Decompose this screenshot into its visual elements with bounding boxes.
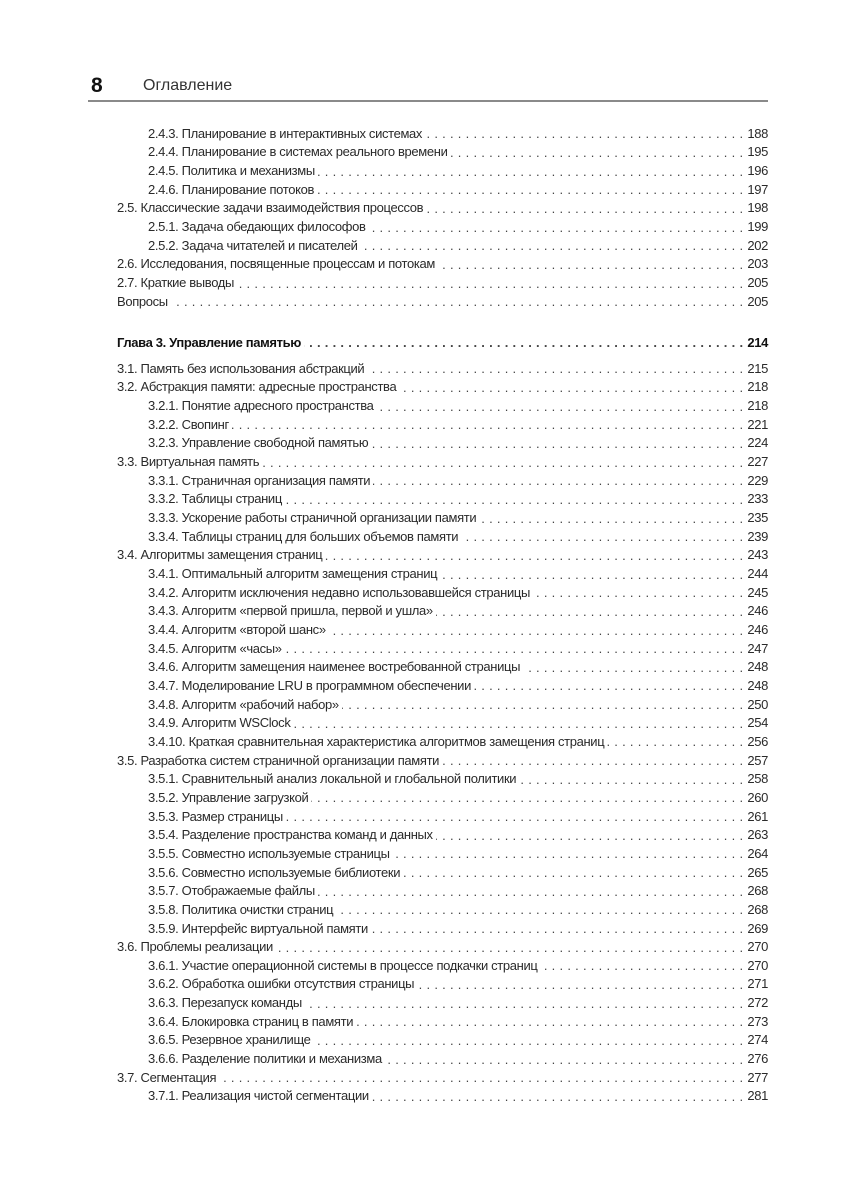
- dot-leader: [371, 436, 743, 450]
- toc-entry-page: 260: [747, 789, 768, 805]
- dot-leader: [385, 1052, 744, 1066]
- toc-entry[interactable]: [117, 676, 768, 695]
- toc-chapter-heading: [117, 333, 768, 352]
- dot-leader: [425, 126, 743, 140]
- dot-leader: [285, 492, 743, 506]
- toc-group-chapter-2: [117, 124, 768, 311]
- toc-entry-page: 265: [747, 864, 768, 880]
- toc-entry-page: 205: [747, 275, 768, 291]
- toc-entry-page: 270: [747, 939, 768, 955]
- toc-entry-title: 3.3.2. Таблицы страниц: [148, 491, 282, 507]
- toc-entry-page: 247: [747, 640, 768, 656]
- dot-leader: [286, 809, 743, 823]
- toc-entry-title: 2.5.2. Задача читателей и писателей: [148, 237, 358, 253]
- dot-leader: [356, 1014, 743, 1028]
- toc-entry-title: 3.2.3. Управление свободной памятью: [148, 435, 369, 451]
- dot-leader: [399, 380, 743, 394]
- dot-leader: [461, 529, 743, 543]
- dot-leader: [479, 511, 743, 525]
- dot-leader: [262, 455, 743, 469]
- toc-entry[interactable]: [117, 695, 768, 714]
- toc-entry-title: 3.4.2. Алгоритм исключения недавно использовавшейся страницы: [148, 584, 530, 600]
- toc-entry[interactable]: [117, 161, 768, 180]
- dot-leader: [371, 921, 743, 935]
- toc-entry-title: 3.3.3. Ускорение работы страничной организации памяти: [148, 510, 477, 526]
- toc-entry-page: 268: [747, 883, 768, 899]
- dot-leader: [314, 1033, 744, 1047]
- toc-entry[interactable]: [117, 564, 768, 583]
- toc-entry-page: 197: [747, 181, 768, 197]
- dot-leader: [540, 958, 743, 972]
- toc-entry-page: 205: [747, 293, 768, 309]
- toc-entry-title: 3.7.1. Реализация чистой сегментации: [148, 1088, 369, 1104]
- toc-entry-title: 3.4.4. Алгоритм «второй шанс»: [148, 622, 326, 638]
- toc-entry[interactable]: [117, 452, 768, 471]
- toc-entry-page: 246: [747, 622, 768, 638]
- toc-entry-title: Глава 3. Управление памятью: [117, 334, 302, 350]
- toc-entry-page: 270: [747, 957, 768, 973]
- toc-entry[interactable]: [117, 993, 768, 1012]
- dot-leader: [440, 567, 743, 581]
- toc-entry[interactable]: [117, 143, 768, 162]
- toc-entry[interactable]: [117, 255, 768, 274]
- toc-entry-page: 276: [747, 1051, 768, 1067]
- toc-entry-title: 3.6.3. Перезапуск команды: [148, 995, 302, 1011]
- toc-entry-page: 235: [747, 510, 768, 526]
- toc-entry-title: 3.4.5. Алгоритм «часы»: [148, 640, 282, 656]
- toc-entry[interactable]: [117, 490, 768, 509]
- toc-entry-title: 3.5.3. Размер страницы: [148, 808, 283, 824]
- toc-entry-title: 3.2.2. Свопинг: [148, 416, 229, 432]
- toc-entry-page: 214: [747, 334, 768, 350]
- dot-leader: [311, 790, 743, 804]
- toc-entry-page: 221: [747, 416, 768, 432]
- toc-entry[interactable]: [117, 807, 768, 826]
- toc-entry-title: 3.4.1. Оптимальный алгоритм замещения страниц: [148, 566, 438, 582]
- toc-entry-title: 3.2. Абстракция памяти: адресные пространства: [117, 379, 397, 395]
- toc-entry-title: Вопросы: [117, 293, 168, 309]
- toc-entry-title: 3.4.7. Моделирование LRU в программном обеспечении: [148, 677, 471, 693]
- toc-entry-page: 248: [747, 677, 768, 693]
- toc-entry-page: 246: [747, 603, 768, 619]
- toc-entry[interactable]: [117, 825, 768, 844]
- toc-entry[interactable]: [117, 217, 768, 236]
- dot-leader: [451, 145, 744, 159]
- dot-leader: [372, 1089, 744, 1103]
- toc-entry[interactable]: [117, 415, 768, 434]
- toc-entry[interactable]: [117, 602, 768, 621]
- toc-entry-page: 227: [747, 454, 768, 470]
- dot-leader: [369, 220, 744, 234]
- toc-entry[interactable]: [117, 546, 768, 565]
- toc-entry-page: 264: [747, 845, 768, 861]
- toc-entry-title: 3.6.5. Резервное хранилище: [148, 1032, 311, 1048]
- dot-leader: [317, 182, 743, 196]
- toc-entry[interactable]: [117, 124, 768, 143]
- toc-entry-title: 3.6.1. Участие операционной системы в процессе подкачки страниц: [148, 957, 538, 973]
- dot-leader: [171, 294, 744, 308]
- toc-entry[interactable]: [117, 434, 768, 453]
- toc-entry-title: 3.4.3. Алгоритм «первой пришла, первой и ушла»: [148, 603, 433, 619]
- toc-entry[interactable]: [117, 1068, 768, 1087]
- toc-entry[interactable]: [117, 863, 768, 882]
- toc-entry-title: 3.3.4. Таблицы страниц для больших объемов памяти: [148, 528, 459, 544]
- toc-entry-page: 196: [747, 163, 768, 179]
- dot-leader: [519, 772, 743, 786]
- toc-entry[interactable]: [117, 975, 768, 994]
- toc-entry[interactable]: [117, 844, 768, 863]
- dot-leader: [438, 257, 743, 271]
- dot-leader: [361, 238, 744, 252]
- dot-leader: [436, 828, 744, 842]
- toc-entry-title: 2.4.5. Политика и механизмы: [148, 163, 315, 179]
- dot-leader: [304, 335, 743, 349]
- toc-entry-title: 3.1. Память без использования абстракций: [117, 360, 365, 376]
- toc-entry-title: 3.5.8. Политика очистки страниц: [148, 901, 334, 917]
- toc-entry[interactable]: [117, 919, 768, 938]
- dot-leader: [533, 585, 743, 599]
- toc-entry-title: 3.6.4. Блокировка страниц в памяти: [148, 1013, 354, 1029]
- toc-entry-page: 256: [747, 733, 768, 749]
- toc-entry-title: 3.5.2. Управление загрузкой: [148, 789, 309, 805]
- running-header: [88, 72, 768, 102]
- toc-entry[interactable]: [117, 527, 768, 546]
- toc-entry-page: 281: [747, 1088, 768, 1104]
- toc-entry-page: 233: [747, 491, 768, 507]
- toc-entry-page: 203: [747, 256, 768, 272]
- toc-entry-title: 2.7. Краткие выводы: [117, 275, 235, 291]
- toc-entry-page: 215: [747, 360, 768, 376]
- dot-leader: [219, 1070, 743, 1084]
- toc-entry-title: 3.6.2. Обработка ошибки отсутствия страницы: [148, 976, 415, 992]
- toc-entry-page: 239: [747, 528, 768, 544]
- toc-group-chapter-3: [117, 359, 768, 1105]
- toc-entry-page: 258: [747, 771, 768, 787]
- dot-leader: [293, 716, 743, 730]
- dot-leader: [426, 201, 743, 215]
- toc-entry[interactable]: [117, 1031, 768, 1050]
- toc-entry-title: 3.5.4. Разделение пространства команд и данных: [148, 827, 433, 843]
- toc-entry[interactable]: [117, 292, 768, 311]
- running-title: Оглавление: [143, 77, 233, 94]
- toc-entry-page: 272: [747, 995, 768, 1011]
- toc-entry[interactable]: [117, 583, 768, 602]
- toc-entry[interactable]: [117, 769, 768, 788]
- dot-leader: [523, 660, 743, 674]
- toc-entry-title: 2.5. Классические задачи взаимодействия процессов: [117, 200, 424, 216]
- toc-entry[interactable]: [117, 788, 768, 807]
- toc-entry-page: 263: [747, 827, 768, 843]
- toc-entry[interactable]: [117, 273, 768, 292]
- dot-leader: [276, 940, 743, 954]
- toc-entry[interactable]: [117, 378, 768, 397]
- toc-entry[interactable]: [117, 881, 768, 900]
- dot-leader: [373, 473, 743, 487]
- toc-entry-page: 274: [747, 1032, 768, 1048]
- toc-entry[interactable]: [117, 713, 768, 732]
- toc-entry-page: 245: [747, 584, 768, 600]
- toc-entry[interactable]: [117, 359, 768, 378]
- toc-entry-page: 202: [747, 237, 768, 253]
- dot-leader: [232, 417, 744, 431]
- dot-leader: [342, 697, 744, 711]
- toc-entry-page: 268: [747, 901, 768, 917]
- toc-entry[interactable]: [117, 658, 768, 677]
- toc-entry[interactable]: [117, 199, 768, 218]
- toc-entry[interactable]: [117, 396, 768, 415]
- toc-entry-title: 3.2.1. Понятие адресного пространства: [148, 398, 374, 414]
- page-number: 8: [91, 74, 103, 97]
- toc-entry-title: 2.4.6. Планирование потоков: [148, 181, 315, 197]
- dot-leader: [325, 548, 743, 562]
- toc-entry[interactable]: [117, 236, 768, 255]
- toc-entry-title: 3.7. Сегментация: [117, 1069, 217, 1085]
- dot-leader: [474, 678, 743, 692]
- toc-entry-title: 3.3. Виртуальная память: [117, 454, 260, 470]
- toc-entry[interactable]: [117, 471, 768, 490]
- toc-entry[interactable]: [117, 180, 768, 199]
- dot-leader: [442, 753, 743, 767]
- toc-entry-page: 218: [747, 379, 768, 395]
- toc-entry-title: 3.5.9. Интерфейс виртуальной памяти: [148, 920, 368, 936]
- dot-leader: [318, 884, 744, 898]
- toc-entry-title: 3.6.6. Разделение политики и механизма: [148, 1051, 382, 1067]
- toc-entry-title: 3.4. Алгоритмы замещения страниц: [117, 547, 323, 563]
- toc-entry-page: 244: [747, 566, 768, 582]
- toc-entry-title: 3.4.9. Алгоритм WSClock: [148, 715, 291, 731]
- toc-entry-title: 3.6. Проблемы реализации: [117, 939, 273, 955]
- toc-entry[interactable]: [117, 508, 768, 527]
- dot-leader: [436, 604, 744, 618]
- toc-entry-title: 3.3.1. Страничная организация памяти: [148, 472, 371, 488]
- toc-entry-title: 2.4.4. Планирование в системах реального времени: [148, 144, 448, 160]
- toc-entry[interactable]: [117, 732, 768, 751]
- toc-entry-page: 229: [747, 472, 768, 488]
- dot-leader: [393, 846, 744, 860]
- toc-entry-title: 3.5.5. Совместно используемые страницы: [148, 845, 390, 861]
- toc-entry-page: 277: [747, 1069, 768, 1085]
- toc-entry[interactable]: [117, 620, 768, 639]
- toc-entry-page: 198: [747, 200, 768, 216]
- toc-entry-title: 3.5.7. Отображаемые файлы: [148, 883, 315, 899]
- toc-entry-title: 2.4.3. Планирование в интерактивных системах: [148, 125, 423, 141]
- toc-entry-title: 3.5.6. Совместно используемые библиотеки: [148, 864, 401, 880]
- toc-entry-title: 3.4.8. Алгоритм «рабочий набор»: [148, 696, 339, 712]
- toc-entry[interactable]: [117, 751, 768, 770]
- toc-entry[interactable]: [117, 937, 768, 956]
- toc-entry[interactable]: [117, 1012, 768, 1031]
- toc-entry-title: 3.4.10. Краткая сравнительная характеристика алгоритмов замещения страниц: [148, 733, 605, 749]
- toc-entry[interactable]: [117, 639, 768, 658]
- toc-entry-title: 2.5.1. Задача обедающих философов: [148, 219, 366, 235]
- toc-entry-title: 3.5.1. Сравнительный анализ локальной и глобальной политики: [148, 771, 517, 787]
- dot-leader: [285, 641, 744, 655]
- toc-entry-title: 3.4.6. Алгоритм замещения наименее востребованной страницы: [148, 659, 521, 675]
- toc-entry-page: 250: [747, 696, 768, 712]
- toc-entry[interactable]: [117, 1049, 768, 1068]
- toc-entry-page: 254: [747, 715, 768, 731]
- toc-entry-page: 261: [747, 808, 768, 824]
- dot-leader: [607, 734, 743, 748]
- toc-entry-page: 269: [747, 920, 768, 936]
- dot-leader: [305, 996, 744, 1010]
- dot-leader: [417, 977, 743, 991]
- toc-entry-chapter-3[interactable]: [117, 333, 768, 352]
- toc-entry[interactable]: [117, 956, 768, 975]
- toc-entry-page: 199: [747, 219, 768, 235]
- toc-entry-page: 224: [747, 435, 768, 451]
- toc-entry-page: 271: [747, 976, 768, 992]
- dot-leader: [336, 902, 743, 916]
- toc-entry-page: 273: [747, 1013, 768, 1029]
- toc-entry-page: 188: [747, 125, 768, 141]
- dot-leader: [403, 865, 743, 879]
- toc-entry[interactable]: [117, 900, 768, 919]
- dot-leader: [367, 361, 743, 375]
- dot-leader: [329, 623, 744, 637]
- toc-entry-page: 243: [747, 547, 768, 563]
- toc-entry-title: 2.6. Исследования, посвященные процессам и потокам: [117, 256, 435, 272]
- toc-entry-page: 195: [747, 144, 768, 160]
- dot-leader: [377, 399, 744, 413]
- toc-entry-page: 218: [747, 398, 768, 414]
- toc-entry-page: 257: [747, 752, 768, 768]
- dot-leader: [318, 164, 743, 178]
- toc-entry[interactable]: [117, 1087, 768, 1106]
- toc-entry-page: 248: [747, 659, 768, 675]
- dot-leader: [237, 276, 743, 290]
- toc-entry-title: 3.5. Разработка систем страничной организации памяти: [117, 752, 440, 768]
